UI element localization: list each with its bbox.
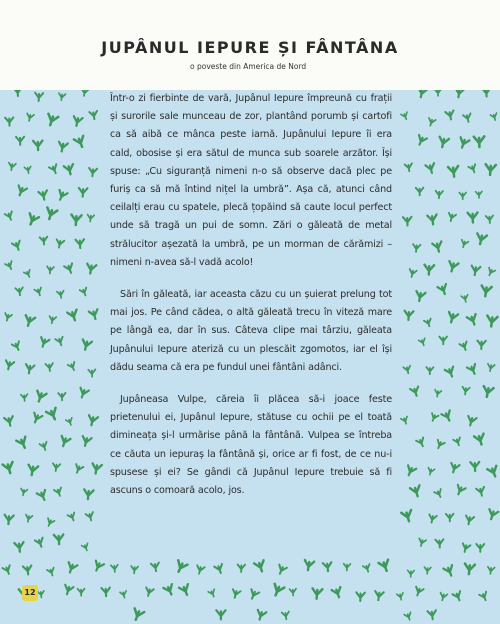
sprout-icon [89, 111, 98, 120]
sprout-icon [72, 116, 83, 127]
sprout-icon [86, 264, 97, 275]
sprout-icon [55, 337, 65, 347]
sprout-icon [31, 413, 42, 424]
sprout-icon [216, 610, 225, 619]
sprout-icon [47, 568, 56, 577]
sprout-icon [486, 268, 495, 277]
sprout-icon [89, 309, 100, 320]
sprout-icon [476, 544, 484, 552]
sprout-icon [476, 487, 486, 497]
sprout-icon [24, 166, 31, 173]
sprout-icon [237, 564, 245, 572]
sprout-icon [427, 610, 436, 619]
sprout-icon [5, 261, 14, 270]
sprout-icon [470, 266, 480, 276]
sprout-icon [52, 463, 60, 471]
sprout-icon [55, 239, 64, 248]
sprout-icon [467, 364, 479, 376]
sprout-icon [405, 163, 413, 171]
sprout-icon [111, 565, 118, 572]
sprout-icon [487, 509, 498, 520]
sprout-icon [468, 212, 478, 222]
sprout-icon [231, 589, 241, 599]
sprout-icon [75, 239, 84, 248]
paragraph-3: Jupâneasa Vulpe, căreia îi plăcea să-i joace feste prietenului ei, Jupânul Iepure, stătuse cu ochii pe el toată dimineața și-l urmărise până la fântână. Vulpea se întreba ce căuta un iepuraș la fântână și, orice ar fi fost, de ce nu-i spusese și ei? Se gândi că Jupânul Iepure trebuie să fi ascuns o comoară acolo, jos. [110, 394, 392, 497]
sprout-icon [56, 190, 68, 202]
sprout-icon [416, 90, 427, 98]
sprout-icon [438, 137, 449, 148]
sprout-icon [21, 394, 28, 401]
sprout-icon [40, 237, 48, 245]
paragraph-2: Sări în găleată, iar aceasta căzu cu un șuierat prelung tot mai jos. Pe când cădea, o altă găleată trecu în viteză mare pe lângă ea, dar în sus. Câteva clipe mai târziu, găleata Jupânului Iepure ateriză cu un plescăit zgomotos, iar el își dădu seama că era pe fundul unei fântâni adânci. [110, 289, 392, 373]
sprout-icon [449, 463, 459, 473]
sprout-icon [87, 415, 98, 426]
sprout-icon [5, 117, 13, 125]
sprout-icon [397, 593, 405, 601]
story-subtitle: o poveste din America de Nord [190, 62, 307, 71]
sprout-icon [439, 337, 447, 345]
sprout-icon [38, 190, 48, 200]
sprout-icon [81, 339, 92, 350]
sprout-icon [4, 515, 14, 525]
sprout-icon [27, 465, 38, 476]
sprout-icon [26, 113, 34, 121]
sprout-icon [485, 164, 496, 175]
sprout-icon [35, 538, 45, 548]
story-text [110, 90, 392, 514]
sprout-icon [73, 464, 83, 474]
sprout-icon [88, 369, 95, 376]
sprout-icon [33, 141, 43, 151]
sprout-icon [34, 288, 43, 297]
sprout-icon [38, 337, 49, 348]
sprout-icon [83, 489, 93, 499]
sprout-icon [92, 561, 104, 573]
sprout-icon [434, 489, 444, 499]
sprout-icon [435, 191, 443, 199]
sprout-icon [461, 543, 471, 553]
sprout-icon [464, 516, 474, 526]
sprout-icon [404, 612, 413, 621]
sprout-icon [58, 93, 66, 101]
sprout-icon [332, 587, 344, 599]
sprout-icon [424, 265, 434, 275]
sprout-icon [74, 136, 87, 149]
sprout-icon [34, 391, 46, 403]
sprout-icon [5, 211, 15, 221]
sprout-icon [12, 241, 23, 252]
sprout-icon [439, 593, 447, 601]
sprout-icon [446, 514, 454, 522]
sprout-icon [438, 284, 449, 295]
sprout-icon [468, 164, 477, 173]
sprout-icon [460, 240, 468, 248]
sprout-icon [23, 565, 32, 574]
sprout-icon [44, 208, 57, 221]
sprout-icon [486, 215, 494, 223]
sprout-icon [45, 518, 54, 527]
sprout-icon [16, 437, 29, 450]
sprout-icon [415, 291, 426, 302]
sprout-icon [45, 363, 53, 371]
sprout-icon [424, 567, 431, 574]
sprout-icon [467, 314, 479, 326]
sprout-icon [82, 543, 90, 551]
sprout-icon [208, 589, 217, 598]
sprout-icon [88, 168, 97, 177]
sprout-icon [401, 112, 409, 120]
sprout-icon [81, 436, 92, 447]
sprout-icon [4, 360, 14, 370]
sprout-icon [470, 462, 479, 471]
sprout-icon [37, 490, 49, 502]
sprout-icon [487, 567, 495, 575]
sprout-icon [425, 163, 436, 174]
sprout-icon [289, 589, 296, 596]
sprout-icon [195, 565, 204, 574]
sprout-icon [416, 188, 424, 196]
sprout-icon [35, 93, 44, 102]
sprout-icon [144, 587, 153, 596]
sprout-icon [487, 466, 499, 478]
sprout-icon [461, 295, 469, 303]
sprout-icon [67, 310, 79, 322]
sprout-icon [46, 408, 59, 421]
sprout-icon [405, 465, 417, 477]
sprout-icon [447, 312, 459, 324]
sprout-icon [323, 562, 332, 571]
sprout-icon [57, 291, 65, 299]
sprout-icon [20, 488, 28, 496]
sprout-icon [64, 263, 75, 274]
sprout-icon [120, 591, 128, 599]
sprout-icon [45, 114, 58, 127]
sprout-icon [419, 338, 427, 346]
sprout-icon [46, 266, 54, 274]
sprout-icon [403, 217, 412, 226]
sprout-icon [462, 387, 470, 395]
sprout-icon [68, 362, 78, 372]
sprout-icon [91, 463, 102, 474]
sprout-icon [432, 242, 443, 253]
sprout-icon [408, 269, 417, 278]
sprout-icon [8, 163, 16, 171]
sprout-icon [403, 366, 411, 374]
sprout-icon [416, 135, 427, 146]
sprout-icon [15, 185, 26, 196]
sprout-icon [78, 589, 85, 596]
sprout-icon [416, 438, 426, 448]
sprout-icon [475, 233, 487, 245]
sprout-icon [68, 512, 77, 521]
sprout-icon [58, 393, 66, 401]
sprout-icon [479, 592, 489, 602]
sprout-icon [80, 288, 89, 297]
sprout-icon [441, 410, 453, 422]
sprout-icon [4, 416, 14, 426]
sprout-icon [486, 316, 497, 327]
sprout-icon [13, 90, 22, 96]
sprout-icon [447, 213, 456, 222]
sprout-icon [15, 287, 23, 295]
sprout-icon [101, 588, 110, 597]
sprout-icon [464, 564, 475, 575]
sprout-icon [49, 164, 59, 174]
sprout-icon [25, 364, 35, 374]
sprout-icon [474, 434, 486, 446]
sprout-icon [276, 565, 287, 576]
sprout-icon [81, 90, 89, 96]
sprout-icon [443, 565, 455, 577]
sprout-icon [404, 311, 414, 321]
sprout-icon [151, 563, 160, 572]
sprout-icon [447, 261, 459, 273]
sprout-icon [78, 188, 87, 197]
sprout-icon [174, 560, 188, 574]
sprout-icon [412, 244, 420, 252]
sprout-icon [427, 215, 437, 225]
sprout-icon [401, 510, 414, 523]
sprout-icon [459, 193, 466, 200]
sprout-icon [454, 485, 465, 496]
sprout-icon [401, 416, 410, 425]
sprout-icon [452, 591, 463, 602]
paragraph-1: Într-o zi fierbinte de vară, Jupânul Iepure împreună cu frații și surorile sale munceau de zor, plantând porumb și cartofi ca să aibă ce mânca peste iarnă. Jupânului Iepure îi era cald, obosise și era sătul de munca sub soarele arzător. Își spuse: „Cu siguranță nimeni n-o să observe dacă plec pe furiș ca să mă întind nițel la umbră”. Așa că, atunci când ceilalți erau cu spatele, plecă țopăind să caute locul perfect unde să tragă un pui de somn. Zări o găleată de metal strălucitor așezată la umbră, pe un morman de cărămizi – nimeni n-avea să-l vadă acolo! [110, 93, 392, 268]
sprout-icon [410, 387, 420, 397]
sprout-icon [476, 191, 483, 198]
sprout-icon [434, 90, 441, 96]
sprout-icon [448, 166, 459, 177]
sprout-icon [435, 440, 445, 450]
sprout-icon [435, 539, 443, 547]
sprout-icon [14, 542, 24, 552]
sprout-icon [490, 113, 498, 121]
sprout-icon [407, 570, 414, 577]
sprout-icon [179, 584, 191, 596]
sprout-icon [40, 442, 49, 451]
sprout-icon [282, 612, 290, 620]
sprout-icon [78, 388, 89, 399]
sprout-icon [410, 485, 422, 497]
sprout-icon [426, 367, 433, 374]
sprout-icon [356, 592, 365, 601]
sprout-icon [248, 589, 259, 600]
sprout-icon [12, 341, 22, 351]
sprout-icon [379, 560, 392, 573]
sprout-icon [434, 390, 442, 398]
sprout-icon [463, 114, 472, 123]
sprout-icon [429, 413, 438, 422]
sprout-icon [458, 137, 470, 149]
sprout-icon [374, 591, 384, 601]
sprout-icon [459, 341, 469, 351]
sprout-icon [424, 319, 433, 328]
sprout-icon [445, 367, 456, 378]
story-title: JUPÂNUL IEPURE ȘI FÂNTÂNA [101, 38, 399, 57]
sprout-icon [414, 587, 424, 597]
sprout-icon [63, 585, 74, 596]
sprout-icon [303, 560, 314, 571]
sprout-icon [16, 137, 24, 145]
sprout-icon [23, 315, 35, 327]
sprout-icon [3, 462, 15, 474]
sprout-icon [24, 270, 33, 279]
sprout-icon [54, 488, 63, 497]
sprout-icon [482, 386, 494, 398]
sprout-icon [271, 584, 284, 597]
sprout-icon [163, 584, 175, 596]
sprout-icon [418, 538, 427, 547]
sprout-icon [477, 341, 486, 350]
sprout-icon [2, 565, 12, 575]
sprout-icon [86, 512, 95, 521]
sprout-icon [54, 534, 64, 544]
sprout-icon [38, 591, 45, 598]
sprout-icon [466, 416, 477, 427]
sprout-icon [427, 468, 435, 476]
sprout-icon [57, 142, 68, 153]
sprout-icon [48, 316, 56, 324]
sprout-icon [482, 90, 491, 97]
sprout-icon [363, 564, 372, 573]
sprout-icon [87, 215, 94, 222]
sprout-icon [25, 515, 33, 523]
sprout-icon [445, 110, 455, 120]
sprout-icon [427, 118, 436, 127]
sprout-icon [453, 437, 462, 446]
sprout-icon [131, 566, 138, 573]
sprout-icon [26, 213, 39, 226]
sprout-icon [255, 610, 266, 621]
sprout-icon [454, 90, 464, 98]
sprout-icon [343, 564, 350, 571]
page-number-badge: 12 [22, 585, 38, 601]
sprout-icon [59, 436, 71, 448]
sprout-icon [312, 588, 323, 599]
sprout-icon [487, 364, 495, 372]
sprout-icon [3, 313, 12, 322]
sprout-icon [64, 164, 75, 175]
sprout-icon [474, 136, 485, 147]
sprout-icon [131, 608, 144, 621]
sprout-icon [254, 560, 266, 572]
sprout-icon [66, 418, 74, 426]
sprout-icon [66, 562, 78, 574]
sprout-icon [214, 564, 224, 574]
sprout-icon [480, 286, 491, 297]
page-header [0, 0, 500, 90]
sprout-icon [428, 514, 437, 523]
sprout-icon [71, 215, 82, 226]
